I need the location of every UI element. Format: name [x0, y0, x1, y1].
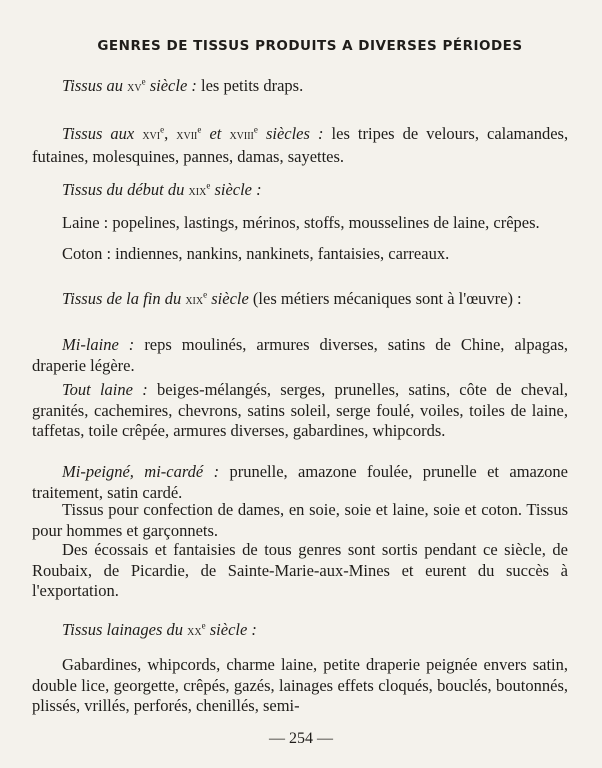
century-numeral: xviii — [229, 128, 254, 143]
century-numeral: xvi — [142, 128, 161, 143]
century-numeral: xx — [187, 624, 202, 639]
section-16-18th-centuries: Tissus aux xvi$^e$, xvii$^e$ et xviii$^e$ siècles : les tripes de velours, calamandes, futaines, molesquines, pannes, damas, sayettes. — [32, 124, 569, 166]
page-title: GENRES DE TISSUS PRODUITS A DIVERSES PÉRIODES — [97, 38, 523, 54]
item-text: prunelle, amazone foulée, prunelle et amazone traitement, satin cardé. — [32, 462, 569, 502]
late-19th-mi-laine — [32, 335, 568, 376]
early-19th-laine: Laine : popelines, lastings, mérinos, stoffs, mousselines de laine, crêpes. — [62, 213, 540, 232]
century-numeral: xix — [185, 293, 204, 308]
section-early-19th-heading — [32, 180, 568, 203]
conjunction: et — [209, 124, 222, 143]
section-label: Tissus de la fin du — [62, 289, 182, 308]
century-numeral: xvii — [176, 128, 198, 143]
section-text: les petits draps. — [201, 76, 304, 95]
late-19th-confection: Tissus pour confection de dames, en soie, soie et laine, soie et coton. Tissus pour hommes et garçonnets. — [32, 500, 568, 540]
century-sup: e — [160, 124, 165, 135]
section-label-end: siècle : — [209, 620, 257, 639]
century-sup: e — [253, 124, 258, 135]
century-numeral: xix — [188, 184, 207, 199]
section-text: les tripes de velours, calamandes, futaines, molesquines, pannes, damas, sayettes. — [32, 124, 569, 166]
page-number: — 254 — — [269, 730, 333, 747]
section-label: Tissus au — [62, 76, 123, 95]
late-19th-tout-laine — [32, 380, 568, 442]
late-19th-mi-peigne — [32, 462, 568, 503]
item-text: reps moulinés, armures diverses, satins de Chine, alpagas, draperie légère. — [32, 335, 569, 375]
section-label-end: siècle : — [214, 180, 262, 199]
section-label: Tissus lainages du — [62, 620, 184, 639]
section-note: (les métiers mécaniques sont à l'œuvre) : — [252, 289, 522, 308]
section-label: Tissus du début du — [62, 180, 185, 199]
item-label: Mi-peigné, mi-cardé : — [62, 462, 220, 481]
century-sup: e — [206, 180, 211, 191]
item-label: Tout laine : — [62, 380, 148, 399]
century-sup: e — [203, 289, 208, 300]
section-15th-century — [32, 76, 568, 99]
section-20th-text: Gabardines, whipcords, charme laine, petite draperie peignée envers satin, double lice, georgette, crêpés, gazés, lainages effets cloqués, bouclés, boutonnés, plissés, vrillés, perforés, chenillés, semi- — [32, 655, 568, 715]
early-19th-coton: Coton : indiennes, nankins, nankinets, fantaisies, carreaux. — [62, 244, 450, 263]
century-sup: e — [201, 620, 206, 631]
century-sup: e — [197, 124, 202, 135]
late-19th-ecossais: Des écossais et fantaisies de tous genres sont sortis pendant ce siècle, de Roubaix, de Picardie, de Sainte-Marie-aux-Mines et eurent du succès à l'exportation. — [32, 540, 568, 600]
section-label-end: siècle — [211, 289, 249, 308]
item-text: beiges-mélangés, serges, prunelles, satins, côte de cheval, granités, cachemires, chevrons, satins soleil, serge foulé, voiles, toiles de laine, taffetas, toile crêpée, armures diverses, gabardines, whipcords. — [32, 380, 569, 440]
section-label-end: siècle : — [149, 76, 197, 95]
century-sup: e — [141, 76, 146, 87]
section-label: Tissus aux — [62, 124, 135, 143]
section-late-19th-heading — [32, 289, 568, 312]
section-label-end: siècles : — [265, 124, 324, 143]
century-numeral: xv — [127, 80, 142, 95]
section-20th-heading — [32, 620, 568, 643]
item-label: Mi-laine : — [62, 335, 135, 354]
